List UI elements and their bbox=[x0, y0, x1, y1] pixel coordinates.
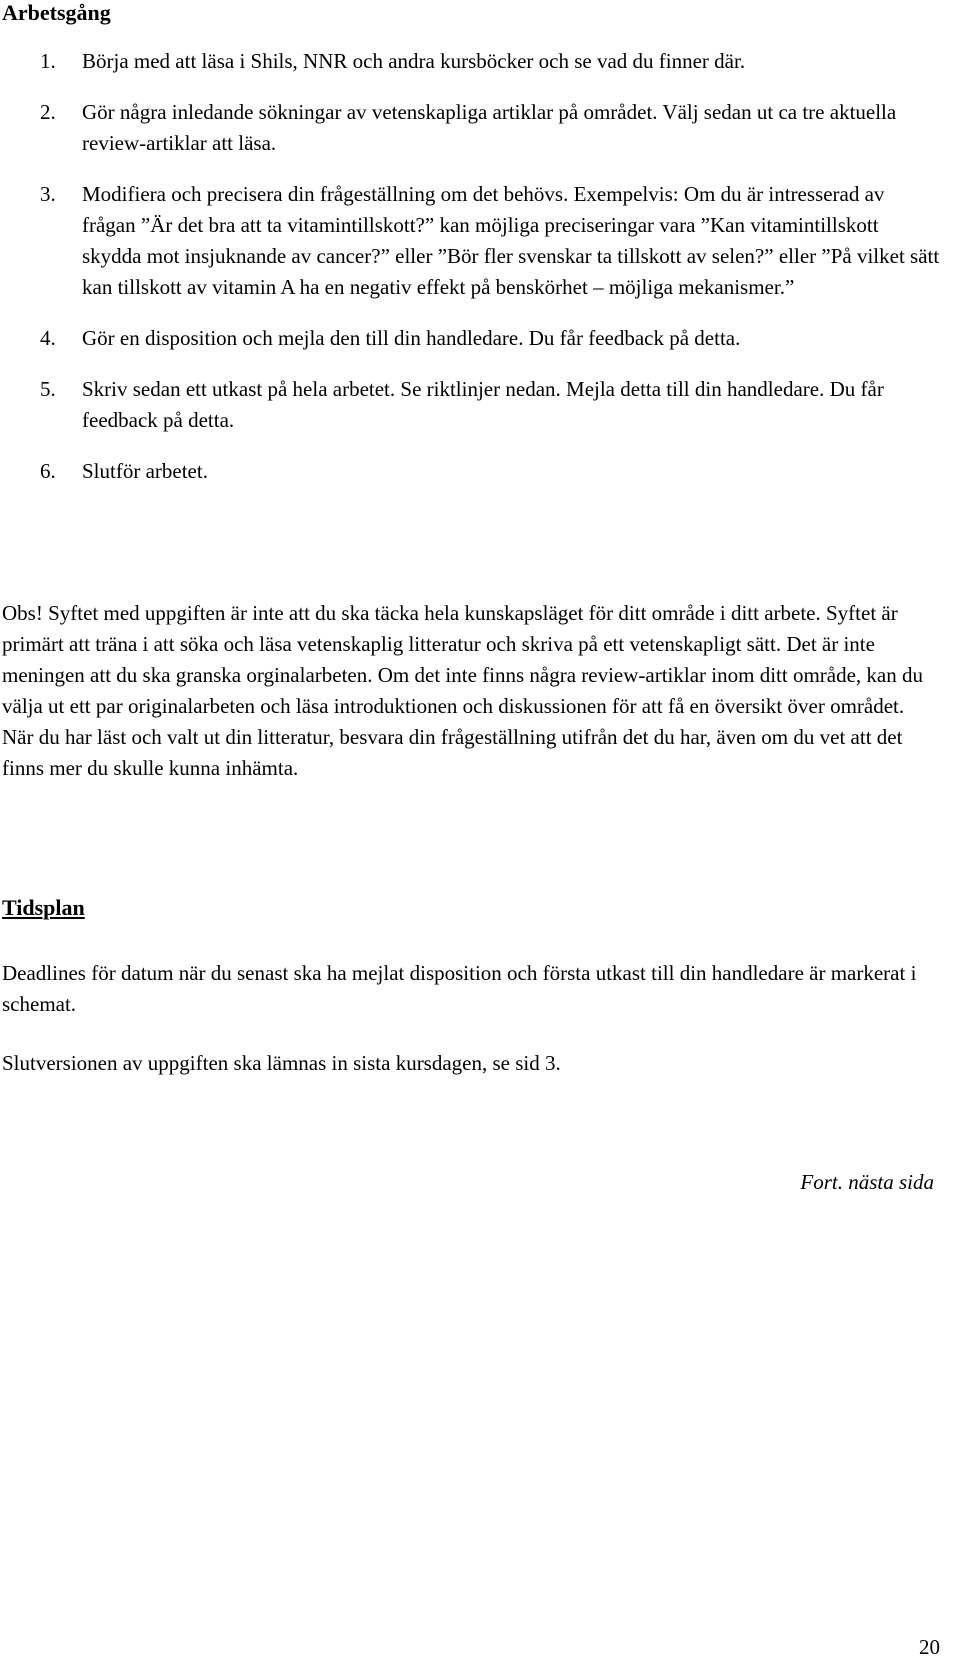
list-number: 1. bbox=[40, 49, 56, 73]
list-item bbox=[40, 97, 940, 159]
final-version-paragraph: Slutversionen av uppgiften ska lämnas in sista kursdagen, se sid 3. bbox=[2, 1051, 561, 1075]
list-number: 6. bbox=[40, 459, 56, 483]
section-heading-tidsplan: Tidsplan bbox=[2, 895, 85, 920]
page-number: 20 bbox=[919, 1635, 940, 1659]
list-text: Skriv sedan ett utkast på hela arbetet. Se riktlinjer nedan. Mejla detta till din handledare. Du får feedback på detta. bbox=[82, 377, 884, 432]
list-text: Slutför arbetet. bbox=[82, 459, 208, 483]
deadline-paragraph: Deadlines för datum när du senast ska ha mejlat disposition och första utkast till din handledare är markerat i schemat. bbox=[2, 961, 917, 1016]
list-text: Modifiera och precisera din frågeställning om det behövs. Exempelvis: Om du är intresserad av frågan ”Är det bra att ta vitamintillskott?” kan möjliga preciseringar vara ”Kan vitamintillskott skydda mot insjuknande av cancer?” eller ”Bör fler svenskar ta tillskott av selen?” eller ”På vilket sätt kan tillskott av vitamin A ha en negativ effekt på benskörhet – möjliga mekanismer.” bbox=[82, 182, 940, 299]
list-number: 5. bbox=[40, 377, 56, 401]
list-text: Gör några inledande sökningar av vetenskapliga artiklar på området. Välj sedan ut ca tre aktuella review-artiklar att läsa. bbox=[82, 100, 897, 155]
list-item bbox=[40, 456, 940, 487]
list-text: Börja med att läsa i Shils, NNR och andra kursböcker och se vad du finner där. bbox=[82, 49, 746, 73]
list-item bbox=[40, 46, 940, 77]
list-item bbox=[40, 374, 940, 436]
list-text: Gör en disposition och mejla den till din handledare. Du får feedback på detta. bbox=[82, 326, 741, 350]
list-item bbox=[40, 179, 940, 303]
note-paragraph: Obs! Syftet med uppgiften är inte att du ska täcka hela kunskapsläget för ditt område i ditt arbete. Syftet är primärt att träna i att söka och läsa vetenskaplig litteratur och skriva på ett vetenskapligt sätt. Det är inte meningen att du ska granska orginalarbeten. Om det inte finns några review-artiklar inom ditt område, kan du välja ut ett par originalarbeten och läsa introduktionen och diskussionen för att få en översikt över området. När du har läst och valt ut din litteratur, besvara din frågeställning utifrån det du har, även om du vet att det finns mer du skulle kunna inhämta. bbox=[2, 601, 923, 780]
steps-list bbox=[40, 46, 940, 507]
continued-note: Fort. nästa sida bbox=[800, 1170, 934, 1194]
list-number: 2. bbox=[40, 100, 56, 124]
list-item bbox=[40, 323, 940, 354]
list-number: 4. bbox=[40, 326, 56, 350]
section-heading-arbetsgang: Arbetsgång bbox=[2, 0, 111, 25]
list-number: 3. bbox=[40, 182, 56, 206]
